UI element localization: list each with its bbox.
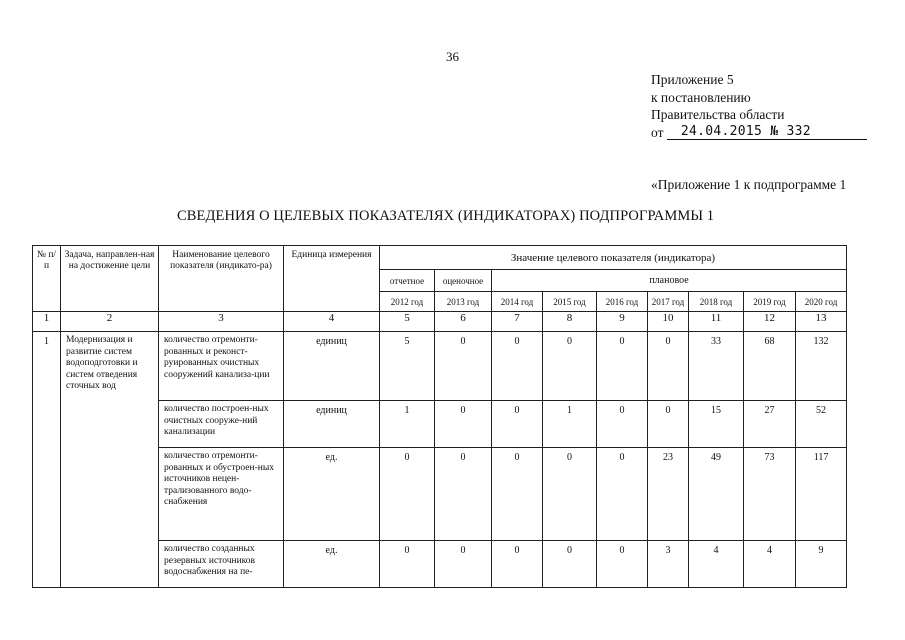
column-number: 1	[33, 312, 61, 332]
appendix-line-3: Правительства области	[651, 107, 785, 122]
header-year: 2015 год	[543, 292, 597, 312]
column-number: 8	[543, 312, 597, 332]
page-number: 36	[446, 49, 459, 64]
appendix-line-1: Приложение 5	[651, 72, 734, 87]
header-year: 2017 год	[648, 292, 689, 312]
value-cell: 0	[492, 448, 543, 541]
table-row	[33, 332, 847, 401]
appendix-prefix: от	[651, 124, 664, 140]
value-cell: 0	[380, 448, 435, 541]
value-cell: 0	[648, 401, 689, 448]
value-cell: 0	[435, 448, 492, 541]
value-cell: 132	[796, 332, 847, 401]
column-number: 5	[380, 312, 435, 332]
value-cell: 0	[435, 401, 492, 448]
header-estimated: оценочное	[435, 270, 492, 292]
value-cell: 0	[597, 332, 648, 401]
value-cell: 0	[435, 332, 492, 401]
indicator-name: количество отремонти-рованных и реконст-руированных очистных сооружений канализа-ции	[159, 332, 284, 401]
header-year: 2019 год	[744, 292, 796, 312]
value-cell: 9	[796, 541, 847, 588]
header-planned: плановое	[492, 270, 847, 292]
indicator-name: количество построен-ных очистных сооруже-ний канализации	[159, 401, 284, 448]
group-task: Модернизация и развитие систем водоподготовки и систем отведения сточных вод	[61, 332, 159, 588]
indicator-unit: ед.	[284, 541, 380, 588]
value-cell: 0	[543, 332, 597, 401]
column-number: 10	[648, 312, 689, 332]
decree-date-number: 24.04.2015 № 332	[680, 123, 811, 139]
header-year: 2016 год	[597, 292, 648, 312]
value-cell: 0	[380, 541, 435, 588]
value-cell: 0	[597, 448, 648, 541]
value-cell: 117	[796, 448, 847, 541]
value-cell: 27	[744, 401, 796, 448]
value-cell: 1	[543, 401, 597, 448]
indicator-unit: ед.	[284, 448, 380, 541]
header-num: № п/п	[33, 246, 61, 312]
value-cell: 4	[744, 541, 796, 588]
header-task: Задача, направлен-ная на достижение цели	[61, 246, 159, 312]
header-year: 2018 год	[689, 292, 744, 312]
group-number: 1	[33, 332, 61, 588]
signature-line	[667, 124, 867, 140]
indicator-name: количество созданных резервных источников водоснабжения на пе-	[159, 541, 284, 588]
value-cell: 23	[648, 448, 689, 541]
header-year: 2020 год	[796, 292, 847, 312]
value-cell: 52	[796, 401, 847, 448]
appendix-block	[651, 71, 867, 141]
subprogram-reference: «Приложение 1 к подпрограмме 1	[651, 177, 847, 192]
column-number: 11	[689, 312, 744, 332]
indicator-unit: единиц	[284, 332, 380, 401]
column-number: 4	[284, 312, 380, 332]
appendix-line-2: к постановлению	[651, 89, 751, 105]
appendix-date-line	[651, 124, 867, 142]
header-year: 2014 год	[492, 292, 543, 312]
value-cell: 0	[543, 448, 597, 541]
value-cell: 0	[435, 541, 492, 588]
value-cell: 0	[492, 332, 543, 401]
value-cell: 0	[597, 541, 648, 588]
header-year: 2012 год	[380, 292, 435, 312]
column-number: 13	[796, 312, 847, 332]
column-number: 9	[597, 312, 648, 332]
column-number: 6	[435, 312, 492, 332]
value-cell: 73	[744, 448, 796, 541]
column-number-row	[33, 312, 847, 332]
value-cell: 3	[648, 541, 689, 588]
value-cell: 33	[689, 332, 744, 401]
value-cell: 0	[492, 401, 543, 448]
value-cell: 4	[689, 541, 744, 588]
header-unit: Единица измерения	[284, 246, 380, 312]
value-cell: 49	[689, 448, 744, 541]
value-cell: 0	[597, 401, 648, 448]
header-value: Значение целевого показателя (индикатора)	[380, 246, 847, 270]
value-cell: 5	[380, 332, 435, 401]
column-number: 3	[159, 312, 284, 332]
indicator-unit: единиц	[284, 401, 380, 448]
column-number: 7	[492, 312, 543, 332]
header-reported: отчетное	[380, 270, 435, 292]
header-indicator: Наименование целевого показателя (индикато-ра)	[159, 246, 284, 312]
value-cell: 1	[380, 401, 435, 448]
value-cell: 0	[492, 541, 543, 588]
indicators-table	[32, 245, 847, 588]
header-year: 2013 год	[435, 292, 492, 312]
value-cell: 0	[648, 332, 689, 401]
value-cell: 15	[689, 401, 744, 448]
value-cell: 0	[543, 541, 597, 588]
column-number: 12	[744, 312, 796, 332]
document-title: СВЕДЕНИЯ О ЦЕЛЕВЫХ ПОКАЗАТЕЛЯХ (ИНДИКАТОРАХ) ПОДПРОГРАММЫ 1	[177, 208, 715, 224]
column-number: 2	[61, 312, 159, 332]
indicator-name: количество отремонти-рованных и обустроен-ных источников нецен-трализованного водо-снабжения	[159, 448, 284, 541]
value-cell: 68	[744, 332, 796, 401]
